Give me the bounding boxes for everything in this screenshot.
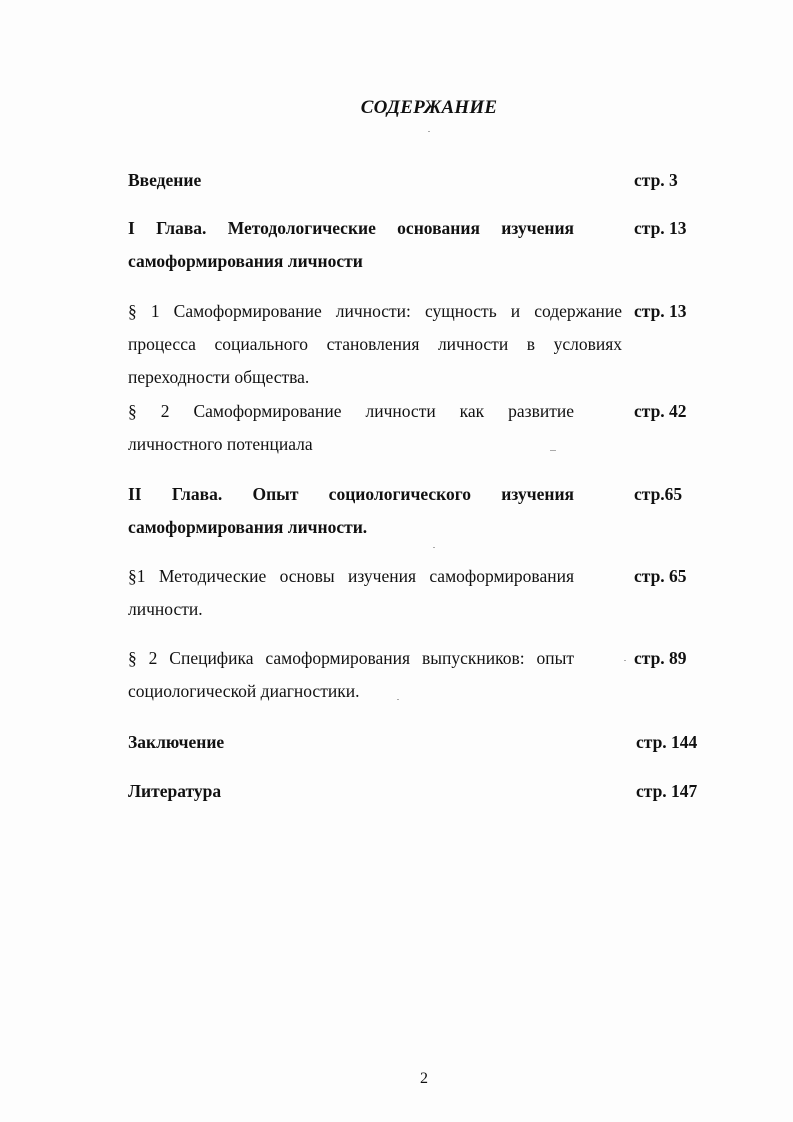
toc-page-introduction: стр. 3	[634, 170, 678, 190]
toc-entry-section-1-2: § 2 Самоформирование личности как развитие личностного потенциала	[128, 401, 574, 454]
scan-speck	[624, 660, 626, 661]
toc-page-section-1-2: стр. 42	[634, 401, 687, 421]
toc-page-chapter-2: стр.65	[634, 484, 683, 504]
toc-entry-literature: Литература	[128, 781, 222, 801]
toc-page-literature: стр. 147	[636, 781, 698, 801]
toc-entry-conclusion: Заключение	[128, 732, 225, 752]
toc-entry-section-2-2: § 2 Специфика самоформирования выпускников: опыт социологической диагностики.	[128, 648, 574, 701]
toc-entry-section-2-1: §1 Методические основы изучения самоформирования личности.	[128, 566, 574, 619]
toc-page-conclusion: стр. 144	[636, 732, 698, 752]
scan-speck	[397, 699, 399, 700]
toc-entry-chapter-2: II Глава. Опыт социологического изучения самоформирования личности.	[128, 484, 574, 537]
toc-page-chapter-1: стр. 13	[634, 218, 687, 238]
toc-page-section-2-2: стр. 89	[634, 648, 687, 668]
toc-page-section-2-1: стр. 65	[634, 566, 687, 586]
page-number: 2	[420, 1070, 428, 1087]
scan-speck	[428, 131, 430, 132]
toc-page-section-1-1: стр. 13	[634, 301, 687, 321]
scan-speck	[433, 547, 435, 548]
toc-entry-chapter-1: I Глава. Методологические основания изучения самоформирования личности	[128, 218, 574, 271]
page-title: СОДЕРЖАНИЕ	[360, 97, 498, 118]
scan-speck	[550, 450, 556, 451]
toc-entry-section-1-1: § 1 Самоформирование личности: сущность и содержание процесса социального становления личности в условиях переходности общества.	[128, 301, 622, 387]
toc-entry-introduction: Введение	[128, 170, 202, 190]
